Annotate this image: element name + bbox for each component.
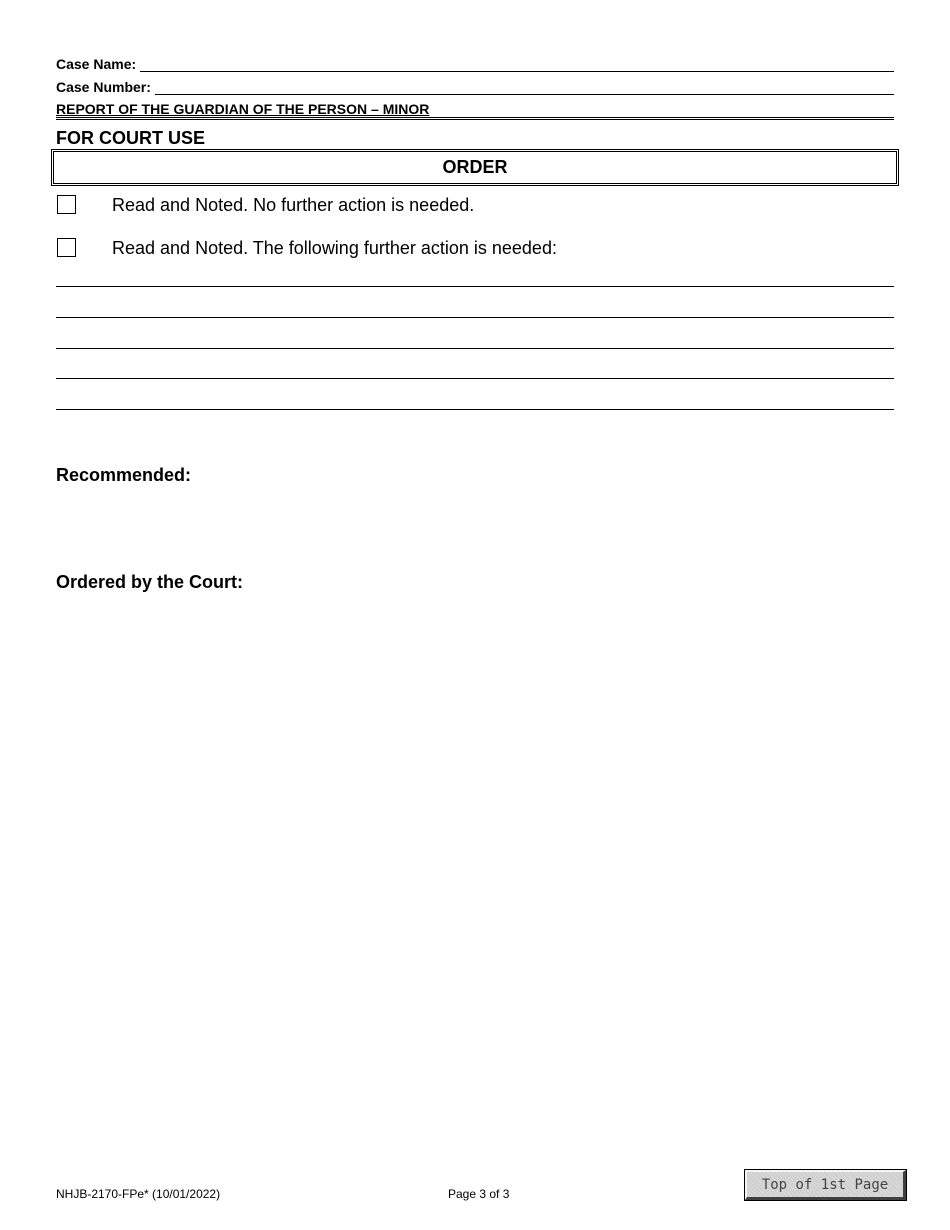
further-action-line-1[interactable] [56, 286, 894, 287]
page-number: Page 3 of 3 [448, 1187, 510, 1201]
further-action-line-3[interactable] [56, 348, 894, 349]
case-name-label: Case Name: [56, 56, 137, 72]
case-number-field[interactable] [155, 81, 894, 95]
further-action-line-4[interactable] [56, 378, 894, 379]
no-further-action-checkbox[interactable] [57, 195, 76, 214]
order-box [51, 149, 899, 186]
case-name-field[interactable] [140, 58, 894, 72]
report-title [56, 101, 894, 120]
court-use-heading: FOR COURT USE [56, 128, 206, 148]
report-title-text: REPORT OF THE GUARDIAN OF THE PERSON – MINOR [56, 101, 430, 117]
top-of-first-page-button[interactable]: Top of 1st Page [745, 1170, 906, 1200]
case-number-label: Case Number: [56, 79, 151, 95]
case-name-row [56, 56, 894, 72]
further-action-line-2[interactable] [56, 317, 894, 318]
further-action-label: Read and Noted. The following further action is needed: [112, 237, 557, 258]
order-title: ORDER [442, 157, 508, 177]
no-further-action-label: Read and Noted. No further action is needed. [112, 194, 475, 215]
option-no-further-action [57, 194, 475, 215]
further-action-line-5[interactable] [56, 409, 894, 410]
form-id: NHJB-2170-FPe* (10/01/2022) [56, 1187, 221, 1201]
further-action-checkbox[interactable] [57, 238, 76, 257]
ordered-by-court-label: Ordered by the Court: [56, 572, 244, 592]
recommended-label: Recommended: [56, 465, 192, 485]
option-further-action [57, 237, 557, 258]
case-number-row [56, 79, 894, 95]
